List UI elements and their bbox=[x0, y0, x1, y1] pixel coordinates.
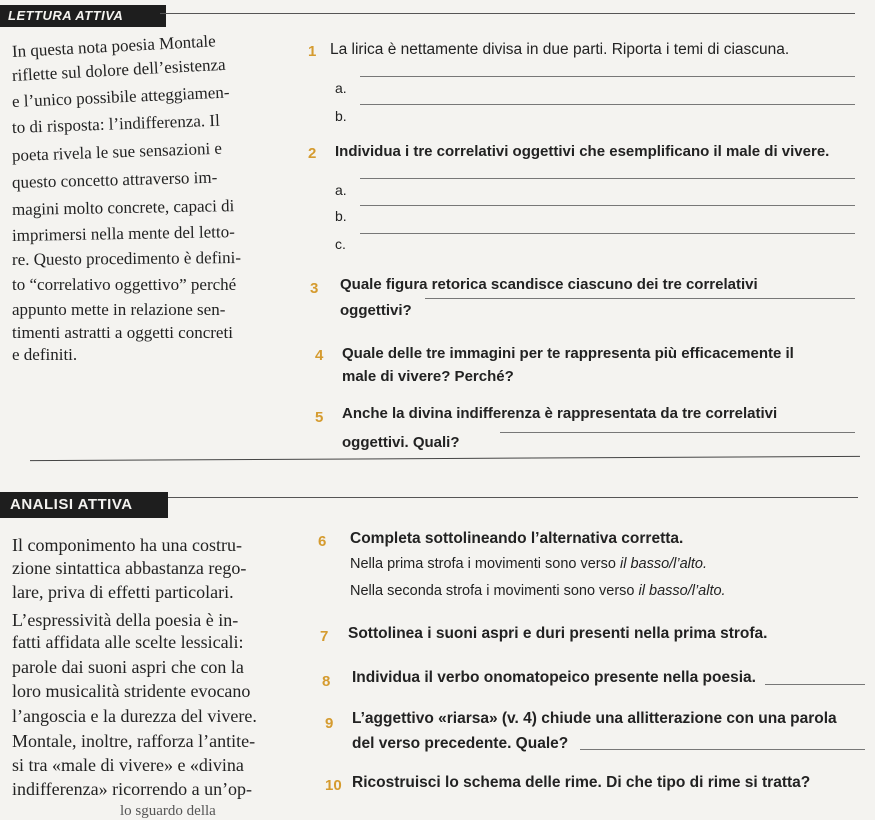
question-number: 1 bbox=[308, 43, 317, 60]
lettura-side-line: riflette sul dolore dell’esistenza bbox=[11, 54, 227, 85]
answer-line-a[interactable] bbox=[360, 178, 855, 179]
question-text-line2: oggettivi. Quali? bbox=[342, 434, 460, 451]
lettura-side-line: to di risposta: l’indifferenza. Il bbox=[11, 110, 221, 137]
option-line-1 bbox=[350, 556, 707, 572]
analisi-side-line: lo sguardo della bbox=[120, 803, 216, 819]
answer-line[interactable] bbox=[765, 684, 865, 685]
lettura-side-line: to “correlativo oggettivo” perché bbox=[12, 275, 237, 294]
option-line-2 bbox=[350, 583, 726, 599]
question-text-line1: L’aggettivo «riarsa» (v. 4) chiude una allitterazione con una parola bbox=[352, 710, 837, 727]
analisi-side-line: Il componimento ha una costru- bbox=[12, 535, 242, 555]
question-text-line1: Quale delle tre immagini per te rappresenta più efficacemente il bbox=[342, 345, 794, 362]
question-text: La lirica è nettamente divisa in due parti. Riporta i temi di ciascuna. bbox=[330, 41, 790, 58]
question-text-line2: male di vivere? Perché? bbox=[342, 368, 514, 385]
answer-label-a: a. bbox=[335, 80, 347, 96]
option-choice[interactable]: il basso/l’alto. bbox=[619, 556, 708, 572]
question-number: 4 bbox=[315, 347, 324, 364]
option-prefix: Nella seconda strofa i movimenti sono verso bbox=[350, 583, 639, 599]
lettura-side-line: e definiti. bbox=[12, 345, 78, 364]
question-text-line2: del verso precedente. Quale? bbox=[352, 735, 569, 752]
answer-line-c[interactable] bbox=[360, 233, 855, 234]
question-number: 8 bbox=[322, 673, 331, 690]
lettura-bottom-rule bbox=[30, 456, 860, 461]
answer-line[interactable] bbox=[425, 298, 855, 299]
analisi-side-line: indifferenza» ricorrendo a un’op- bbox=[12, 779, 253, 799]
answer-line[interactable] bbox=[580, 749, 865, 750]
question-text: Individua i tre correlativi oggettivi che esemplificano il male di vivere. bbox=[335, 143, 830, 160]
question-text-line2: oggettivi? bbox=[340, 302, 412, 319]
analisi-side-line: lare, priva di effetti particolari. bbox=[12, 582, 234, 602]
lettura-side-line: imprimersi nella mente del letto- bbox=[11, 222, 235, 245]
answer-label-b: b. bbox=[335, 108, 347, 124]
lettura-side-line: questo concetto attraverso im- bbox=[11, 167, 218, 192]
lettura-side-line: re. Questo procedimento è defini- bbox=[11, 248, 242, 269]
answer-line[interactable] bbox=[500, 432, 855, 433]
question-text: Completa sottolineando l’alternativa corretta. bbox=[350, 530, 684, 547]
answer-label-b: b. bbox=[335, 208, 347, 224]
question-text: Sottolinea i suoni aspri e duri presenti nella prima strofa. bbox=[348, 625, 768, 642]
question-number: 10 bbox=[325, 777, 342, 794]
lettura-side-line: timenti astratti a oggetti concreti bbox=[12, 323, 233, 342]
question-text: Ricostruisci lo schema delle rime. Di che tipo di rime si tratta? bbox=[352, 774, 811, 791]
answer-label-c: c. bbox=[335, 236, 346, 252]
analisi-side-line: parole dai suoni aspri che con la bbox=[12, 657, 244, 677]
lettura-side-line: poeta rivela le sue sensazioni e bbox=[11, 138, 223, 165]
answer-label-a: a. bbox=[335, 182, 347, 198]
analisi-side-line: Montale, inoltre, rafforza l’antite- bbox=[12, 731, 256, 751]
answer-line-b[interactable] bbox=[360, 205, 855, 206]
analisi-side-line: zione sintattica abbastanza rego- bbox=[12, 558, 247, 578]
lettura-side-line: appunto mette in relazione sen- bbox=[12, 300, 226, 319]
answer-line-b[interactable] bbox=[360, 104, 855, 105]
analisi-attiva-banner: ANALISI ATTIVA bbox=[0, 492, 168, 518]
analisi-side-line: l’angoscia e la durezza del vivere. bbox=[12, 706, 257, 726]
analisi-side-line: fatti affidata alle scelte lessicali: bbox=[12, 632, 244, 652]
lettura-top-rule bbox=[160, 13, 855, 14]
question-number: 9 bbox=[325, 715, 334, 732]
lettura-attiva-banner: LETTURA ATTIVA bbox=[0, 5, 166, 27]
lettura-side-line: In questa nota poesia Montale bbox=[11, 31, 217, 61]
analisi-top-rule bbox=[168, 497, 858, 498]
question-text: Individua il verbo onomatopeico presente nella poesia. bbox=[352, 669, 756, 686]
lettura-side-line: magini molto concrete, capaci di bbox=[11, 196, 235, 219]
question-number: 3 bbox=[310, 280, 319, 297]
analisi-side-line: si tra «male di vivere» e «divina bbox=[12, 755, 244, 775]
analisi-side-line: L’espressività della poesia è in- bbox=[12, 610, 239, 630]
question-text-line1: Anche la divina indifferenza è rappresentata da tre correlativi bbox=[342, 405, 778, 422]
option-prefix: Nella prima strofa i movimenti sono verso bbox=[350, 556, 620, 572]
option-choice[interactable]: il basso/l’alto. bbox=[638, 583, 726, 599]
question-number: 5 bbox=[315, 409, 324, 426]
question-number: 6 bbox=[318, 533, 327, 550]
question-number: 7 bbox=[320, 628, 329, 645]
lettura-side-line: e l’unico possibile atteggiamen- bbox=[11, 82, 230, 111]
question-number: 2 bbox=[308, 145, 317, 162]
answer-line-a[interactable] bbox=[360, 76, 855, 77]
question-text-line1: Quale figura retorica scandisce ciascuno dei tre correlativi bbox=[340, 276, 758, 293]
analisi-side-line: loro musicalità stridente evocano bbox=[12, 681, 251, 701]
